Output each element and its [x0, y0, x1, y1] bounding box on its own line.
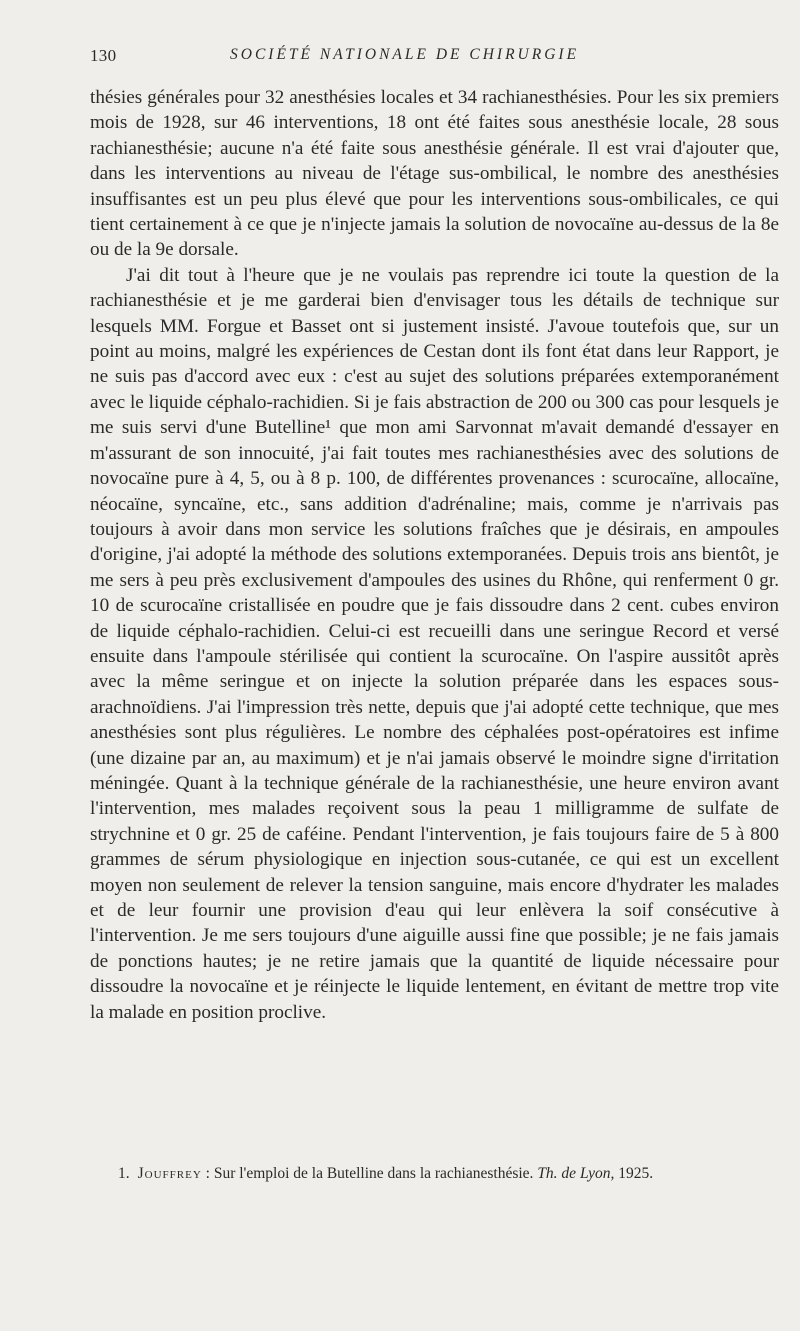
footnote-year: 1925.	[618, 1165, 654, 1182]
running-title: SOCIÉTÉ NATIONALE DE CHIRURGIE	[230, 46, 580, 63]
footnote-thesis: Th. de	[537, 1165, 577, 1182]
paragraph-1: thésies générales pour 32 anesthésies locales et 34 rachianesthésies. Pour les six premiers mois de 1928, sur 46 interventions, 18 ont été faites sous anesthésie locale, 28 sous rachianesthésie; aucune n'a été faite sous anesthésie générale. Il est vrai d'ajouter que, dans les interventions au niveau de l'étage sus-ombilical, le nombre des anesthésies insuffisantes est un peu plus élevé que pour les interventions sous-ombilicales, ce qui tient certainement à ce que je n'injecte jamais la solution de novocaïne au-dessus de la 8e ou de la 9e dorsale.	[90, 87, 779, 261]
footnote-number: 1.	[118, 1165, 130, 1182]
footnote	[90, 1163, 779, 1184]
footnote-place: Lyon,	[579, 1165, 615, 1182]
footnote-author: Jouffrey	[137, 1165, 202, 1182]
page-header	[90, 42, 705, 70]
footnote-text: : Sur l'emploi de la Butelline dans la rachianesthésie.	[205, 1165, 534, 1182]
paragraph-2: J'ai dit tout à l'heure que je ne voulais pas reprendre ici toute la question de la rachianesthésie et je me garderai bien d'envisager tous les détails de technique sur lesquels MM. Forgue et Basset ont si justement insisté. J'avoue toutefois que, sur un point au moins, malgré les expériences de Cestan dont ils font état dans leur Rapport, je ne suis pas d'accord avec eux : c'est au sujet des solutions préparées extemporanément avec le liquide céphalo-rachidien. Si je fais abstraction de 200 ou 300 cas pour lesquels je me suis servi d'une Butelline¹ que mon ami Sarvonnat m'avait demandé d'essayer en m'assurant de son innocuité, j'ai fait toutes mes rachianesthésies avec des solutions de novocaïne pure à 4, 5, ou à 8 p. 100, de différentes provenances : scurocaïne, allocaïne, néocaïne, syncaïne, etc., sans addition d'adrénaline; mais, comme je n'arrivais pas toujours à avoir dans mon service les solutions fraîches que je désirais, en ampoules d'origine, j'ai adopté la méthode des solutions extemporanées. Depuis trois ans bientôt, je me sers à peu près exclusivement d'ampoules des usines du Rhône, qui renferment 0 gr. 10 de scurocaïne cristallisée en poudre que je fais dissoudre dans 2 cent. cubes environ de liquide céphalo-rachidien. Celui-ci est recueilli dans une seringue Record et versé ensuite dans l'ampoule stérilisée qui contient la scurocaïne. On l'aspire aussitôt après avec la même seringue et on injecte la solution préparée dans les espaces sous-arachnoïdiens. J'ai l'impression très nette, depuis que j'ai adopté cette technique, que mes anesthésies sont plus régulières. Le nombre des céphalées post-opératoires est infime (une dizaine par an, au maximum) et je n'ai jamais observé le moindre signe d'irritation méningée. Quant à la technique générale de la rachianesthésie, une heure environ avant l'intervention, mes malades reçoivent sous la peau 1 milligramme de sulfate de strychnine et 0 gr. 25 de caféine. Pendant l'intervention, je fais toujours faire de 5 à 800 grammes de sérum physiologique en injection sous-cutanée, ce qui est un excellent moyen non seulement de relever la tension sanguine, mais encore d'hydrater les malades et de leur fournir une provision d'eau qui leur enlèvera la soif consécutive à l'intervention. Je me sers toujours d'une aiguille aussi fine que possible; je ne fais jamais de ponctions hautes; je ne retire jamais que la quantité de liquide nécessaire pour dissoudre la novocaïne et je réinjecte le liquide lentement, en évitant de mettre trop vite la malade en position proclive.	[90, 264, 779, 1023]
page-number: 130	[90, 46, 117, 65]
body-text	[90, 85, 779, 1025]
